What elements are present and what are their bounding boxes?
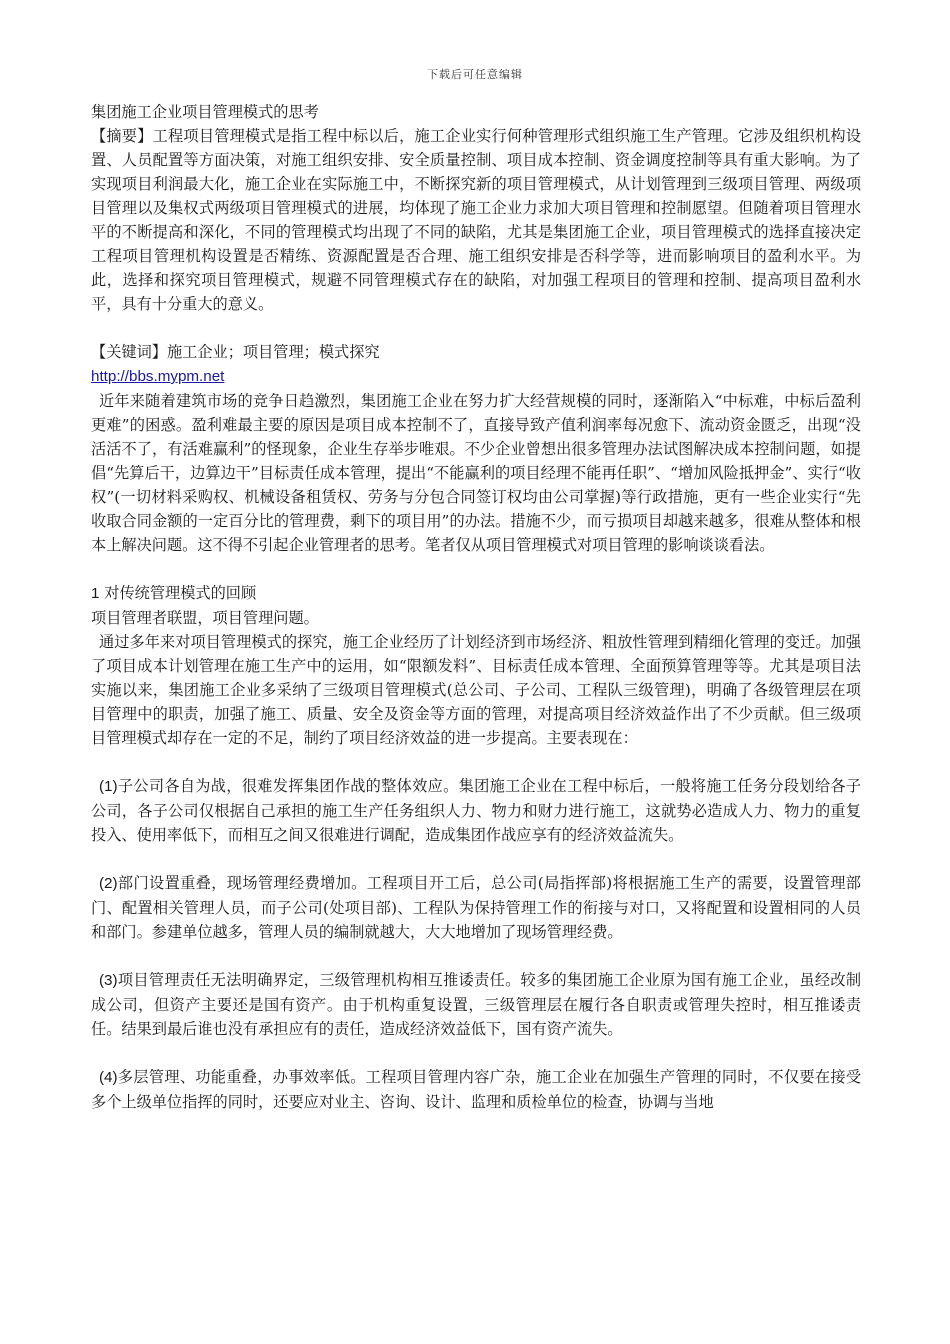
section-number: 1 <box>91 585 100 602</box>
section-title: 对传统管理模式的回顾 <box>104 584 257 602</box>
abstract-paragraph: 【摘要】工程项目管理模式是指工程中标以后，施工企业实行何种管理形式组织施工生产管理。它涉及组织机构设置、人员配置等方面决策，对施工组织安排、安全质量控制、项目成本控制、资金调度控制等具有重大影响。为了实现项目利润最大化，施工企业在实际施工中，不断探究新的项目管理模式，从计划管理到三级项目管理、两级项目管理以及集权式两级项目管理模式的进展，均体现了施工企业力求加大项目管理和控制愿望。但随着项目管理水平的不断提高和深化，不同的管理模式均出现了不同的缺陷，尤其是集团施工企业，项目管理模式的选择直接决定工程项目管理机构设置是否精练、资源配置是否合理、施工组织安排是否科学等，进而影响项目的盈利水平。为此，选择和探究项目管理模式，规避不同管理模式存在的缺陷，对加强工程项目的管理和控制、提高项目盈利水平，具有十分重大的意义。 <box>91 127 861 313</box>
article-title: 集团施工企业项目管理模式的思考 <box>91 103 319 121</box>
point-item <box>91 774 861 847</box>
point-text: 子公司各自为战，很难发挥集团作战的整体效应。集团施工企业在工程中标后，一般将施工任务分段划给各子公司，各子公司仅根据自己承担的施工生产任务组织人力、物力和财力进行施工，这就势必造成人力、物力的重复投入、使用率低下，而相互之间又很难进行调配，造成集团作战应享有的经济效益流失。 <box>91 777 861 844</box>
spacer <box>91 557 861 581</box>
intro-paragraph: 近年来随着建筑市场的竞争日趋激烈，集团施工企业在努力扩大经营规模的同时，逐渐陷入“中标难，中标后盈利更难”的困惑。盈利难最主要的原因是项目成本控制不了，直接导致产值利润率每况愈下、流动资金匮乏，出现“没活活不了，有活难赢利”的怪现象，企业生存举步唯艰。不少企业曾想出很多管理办法试图解决成本控制问题，如提倡“先算后干，边算边干”目标责任成本管理，提出“不能赢利的项目经理不能再任职”、“增加风险抵押金”、实行“收权”(一切材料采购权、机械设备租赁权、劳务与分包合同签订权均由公司掌握)等行政措施，更有一些企业实行“先收取合同金额的一定百分比的管理费，剩下的项目用”的办法。措施不少，而亏损项目却越来越多，很难从整体和根本上解决问题。这不得不引起企业管理者的思考。笔者仅从项目管理模式对项目管理的影响谈谈看法。 <box>91 392 861 554</box>
forum-link[interactable]: http://bbs.mypm.net <box>91 368 225 385</box>
spacer <box>91 750 861 774</box>
section-body-paragraph: 通过多年来对项目管理模式的探究，施工企业经历了计划经济到市场经济、粗放性管理到精细化管理的变迁。加强了项目成本计划管理在施工生产中的运用，如“限额发料”、目标责任成本管理、全面预算管理等等。尤其是项目法实施以来，集团施工企业多采纳了三级项目管理模式(总公司、子公司、工程队三级管理)，明确了各级管理层在项目管理中的职责，加强了施工、质量、安全及资金等方面的管理，对提高项目经济效益作出了不少贡献。但三级项目管理模式却存在一定的不足，制约了项目经济效益的进一步提高。主要表现在： <box>91 633 861 747</box>
point-text: 项目管理责任无法明确界定，三级管理机构相互推诿责任。较多的集团施工企业原为国有施工企业，虽经改制成公司，但资产主要还是国有资产。由于机构重复设置，三级管理层在履行各自职责或管理失控时，相互推诿责任。结果到最后谁也没有承担应有的责任，造成经济效益低下，国有资产流失。 <box>91 971 861 1038</box>
point-number: (1) <box>99 778 118 795</box>
section-subtitle: 项目管理者联盟，项目管理问题。 <box>91 609 319 627</box>
spacer <box>91 847 861 871</box>
keywords-line: 【关键词】施工企业；项目管理；模式探究 <box>91 343 380 361</box>
point-number: (4) <box>99 1069 118 1086</box>
section-heading <box>91 581 861 606</box>
spacer <box>91 316 861 340</box>
point-text: 部门设置重叠，现场管理经费增加。工程项目开工后，总公司(局指挥部)将根据施工生产的需要，设置管理部门、配置相关管理人员，而子公司(处项目部)、工程队为保持管理工作的衔接与对口，又将配置和设置相同的人员和部门。参建单位越多，管理人员的编制就越大，大大地增加了现场管理经费。 <box>91 874 861 941</box>
point-number: (2) <box>99 875 118 892</box>
spacer <box>91 944 861 968</box>
point-number: (3) <box>99 972 118 989</box>
page-header-note: 下载后可任意编辑 <box>427 68 523 81</box>
point-item <box>91 1065 861 1114</box>
spacer <box>91 1041 861 1065</box>
point-item <box>91 968 861 1041</box>
point-item <box>91 871 861 944</box>
point-text: 多层管理、功能重叠，办事效率低。工程项目管理内容广杂，施工企业在加强生产管理的同时，不仅要在接受多个上级单位指挥的同时，还要应对业主、咨询、设计、监理和质检单位的检查，协调与当地 <box>91 1068 861 1111</box>
article-body <box>91 100 861 1114</box>
